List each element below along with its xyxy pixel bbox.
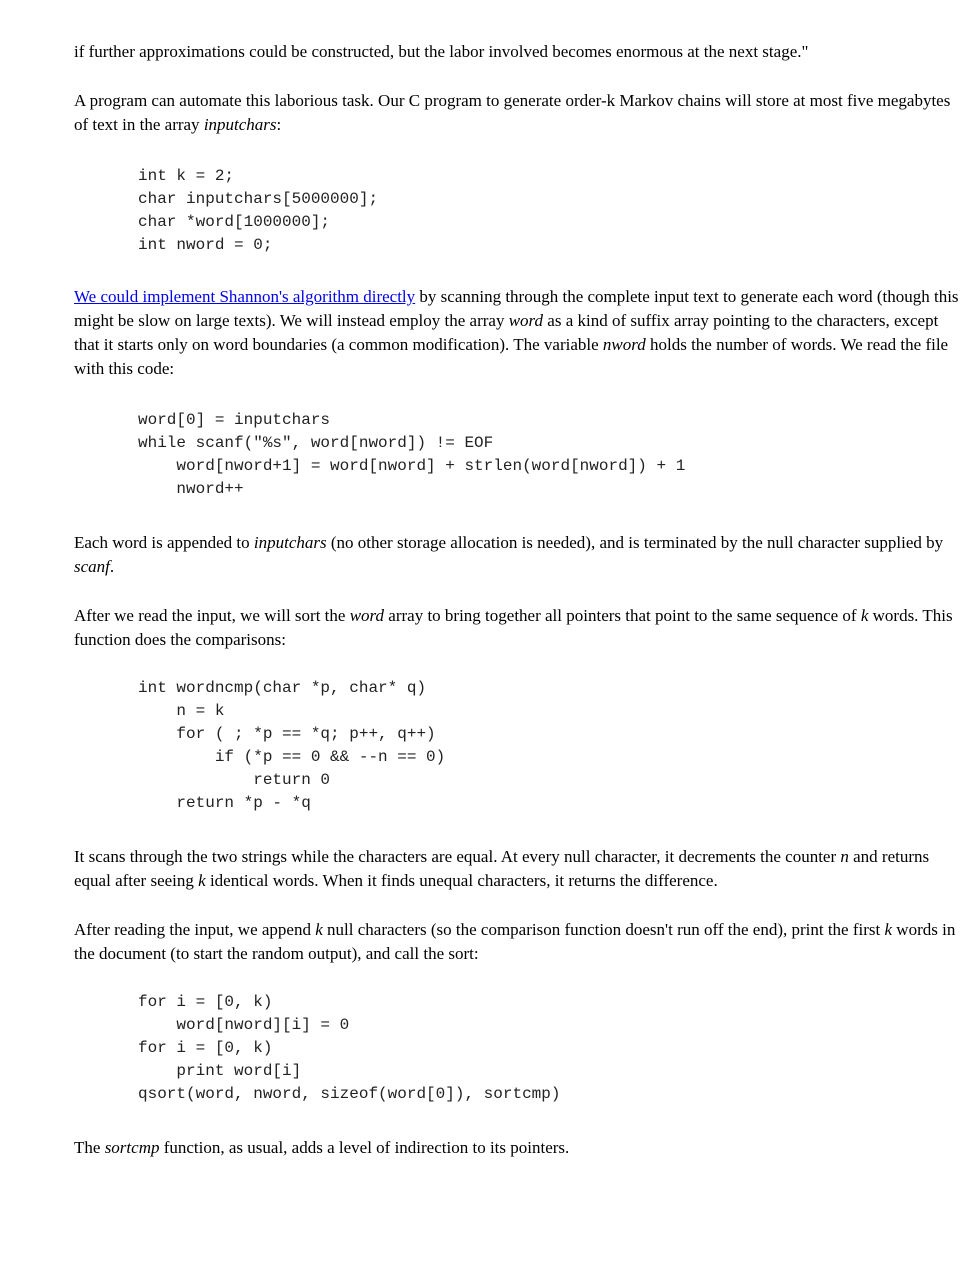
emphasis-k: k — [884, 920, 893, 939]
paragraph-intro-quote: if further approximations could be constructed, but the labor involved becomes enormous at the next stage." — [74, 42, 809, 61]
emphasis-word: word — [349, 606, 385, 625]
emphasis-scanf: scanf — [74, 557, 110, 576]
emphasis-inputchars: inputchars — [253, 533, 327, 552]
paragraph-program-intro: A program can automate this laborious task. Our C program to generate order-k Markov chains will store at most five megabytes of text in the array inputchars: — [74, 91, 951, 134]
paragraph-word-append: Each word is appended to inputchars (no other storage allocation is needed), and is terminated by the null character supplied by scanf. — [74, 533, 944, 576]
shannon-algorithm-link[interactable]: We could implement Shannon's algorithm directly — [74, 287, 416, 306]
paragraph-sortcmp: The sortcmp function, as usual, adds a level of indirection to its pointers. — [74, 1138, 570, 1157]
code-block-declarations: int k = 2; char inputchars[5000000]; char *word[1000000]; int nword = 0; — [138, 167, 379, 254]
code-block-qsort: for i = [0, k) word[nword][i] = 0 for i = [0, k) print word[i] qsort(word, nword, sizeof(word[0]), sortcmp) — [138, 993, 561, 1103]
code-block-wordncmp: int wordncmp(char *p, char* q) n = k for ( ; *p == *q; p++, q++) if (*p == 0 && --n == 0) return 0 return *p - *q — [138, 679, 446, 812]
emphasis-k: k — [860, 606, 869, 625]
emphasis-word: word — [508, 311, 544, 330]
paragraph-scan-explanation: It scans through the two strings while the characters are equal. At every null character, it decrements the counter n and returns equal after seeing k identical words. When it finds unequal characters, it returns the difference. — [74, 847, 930, 890]
document-page — [74, 40, 966, 1185]
emphasis-k: k — [198, 871, 206, 890]
emphasis-inputchars: inputchars — [203, 115, 277, 134]
paragraph-sort-word-array: After we read the input, we will sort the word array to bring together all pointers that point to the same sequence of k words. This function does the comparisons: — [74, 606, 953, 649]
paragraph-append-nulls: After reading the input, we append k null characters (so the comparison function doesn't run off the end), print the first k words in the document (to start the random output), and call the sort: — [74, 920, 956, 963]
emphasis-nword: nword — [602, 335, 646, 354]
emphasis-k: k — [315, 920, 323, 939]
code-block-read-file: word[0] = inputchars while scanf("%s", word[nword]) != EOF word[nword+1] = word[nword] + strlen(word[nword]) + 1 nword++ — [138, 411, 686, 498]
emphasis-sortcmp: sortcmp — [104, 1138, 160, 1157]
emphasis-n: n — [840, 847, 849, 866]
paragraph-shannon-algorithm: We could implement Shannon's algorithm directly by scanning through the complete input text to generate each word (though this might be slow on large texts). We will instead employ the array word as a kind of suffix array pointing to the characters, except that it starts only on word boundaries (a common modification). The variable nword holds the number of words. We read the file with this code: — [74, 287, 959, 378]
